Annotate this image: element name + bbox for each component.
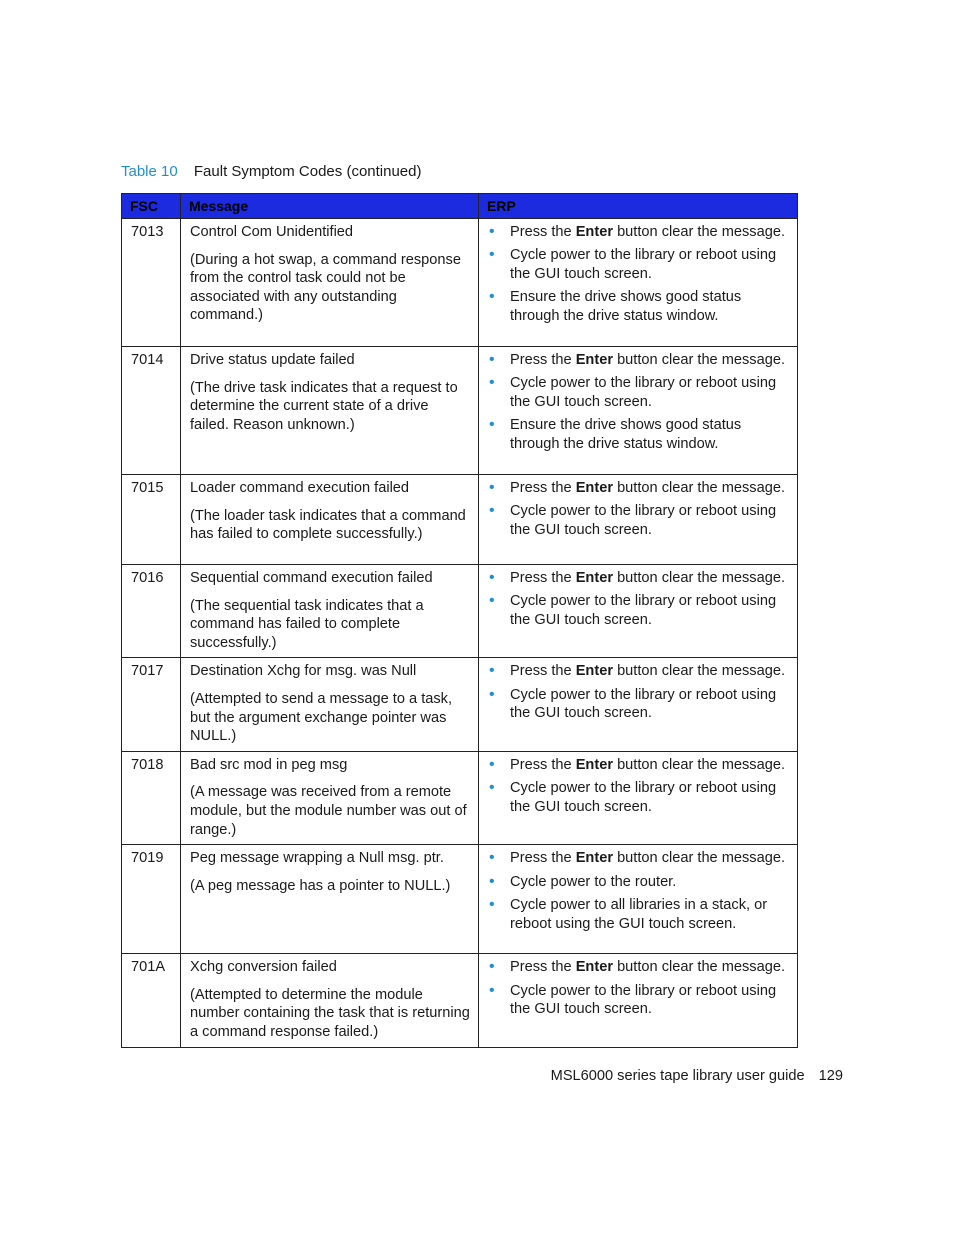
table-row	[122, 347, 798, 475]
erp-text: Cycle power to the library or reboot using the GUI touch screen.	[510, 247, 777, 282]
erp-text: Cycle power to the library or reboot using the GUI touch screen.	[510, 982, 777, 1018]
message-title: Peg message wrapping a Null msg. ptr.	[190, 850, 444, 867]
bullet-icon: •	[489, 288, 495, 306]
bullet-icon: •	[489, 223, 495, 240]
erp-text: Ensure the drive shows good status through the drive status window.	[510, 417, 742, 452]
message-title: Sequential command execution failed	[190, 570, 433, 586]
erp-list	[488, 756, 789, 817]
guide-title: MSL6000 series tape library user guide	[550, 1068, 805, 1084]
erp-step	[488, 958, 789, 977]
erp-step	[488, 873, 789, 892]
table-row	[122, 475, 798, 565]
bullet-icon: •	[489, 662, 495, 680]
bullet-icon: •	[489, 246, 495, 264]
table-row	[122, 565, 798, 658]
message-detail: (The loader task indicates that a command has failed to complete successfully.)	[190, 507, 466, 543]
erp-list	[488, 849, 789, 933]
erp-text: Cycle power to the library or reboot using the GUI touch screen.	[510, 780, 777, 815]
erp-cell	[479, 475, 798, 565]
message-title: Loader command execution failed	[190, 480, 410, 496]
bullet-icon: •	[489, 981, 495, 999]
erp-text: Cycle power to the router.	[510, 873, 677, 890]
bullet-icon: •	[489, 479, 495, 496]
erp-text: button clear the message.	[613, 352, 785, 368]
bullet-icon: •	[489, 351, 495, 368]
header-erp: ERP	[479, 194, 798, 219]
message-detail: (The sequential task indicates that a command has failed to complete successfully.)	[190, 597, 424, 651]
fsc-code: 7016	[122, 565, 181, 658]
message-detail: (The drive task indicates that a request to determine the current state of a drive failed. Reason unknown.)	[190, 379, 458, 433]
bullet-icon: •	[489, 685, 495, 703]
erp-key-name: Enter	[575, 850, 614, 867]
message-detail: (Attempted to determine the module number containing the task that is returning a command response failed.)	[190, 986, 470, 1040]
bullet-icon: •	[489, 569, 495, 586]
table-row	[122, 845, 798, 954]
erp-key-name: Enter	[575, 224, 614, 240]
erp-key-name: Enter	[575, 756, 614, 773]
erp-step	[488, 662, 789, 681]
bullet-icon: •	[489, 416, 495, 434]
bullet-icon: •	[489, 779, 495, 797]
erp-key-name: Enter	[575, 663, 614, 680]
header-message: Message	[181, 194, 479, 219]
bullet-icon: •	[489, 872, 495, 890]
erp-cell	[479, 845, 798, 954]
erp-cell	[479, 658, 798, 751]
erp-step	[488, 416, 789, 453]
erp-text: Press the	[510, 224, 576, 240]
erp-step	[488, 223, 789, 242]
erp-text: Press the	[510, 850, 576, 867]
erp-cell	[479, 954, 798, 1047]
message-cell	[181, 954, 479, 1047]
erp-text: button clear the message.	[613, 850, 785, 867]
erp-text: button clear the message.	[613, 224, 785, 240]
erp-cell	[479, 219, 798, 347]
table-row	[122, 658, 798, 751]
erp-text: Cycle power to the library or reboot using the GUI touch screen.	[510, 593, 777, 628]
erp-text: button clear the message.	[613, 959, 785, 976]
erp-step	[488, 686, 789, 723]
fsc-code: 7014	[122, 347, 181, 475]
erp-text: button clear the message.	[613, 480, 785, 496]
message-detail: (A peg message has a pointer to NULL.)	[190, 877, 451, 894]
table-row	[122, 954, 798, 1047]
erp-text: Cycle power to the library or reboot using the GUI touch screen.	[510, 686, 777, 722]
fault-symptom-table	[121, 193, 798, 1048]
erp-step	[488, 246, 789, 283]
fsc-code: 7017	[122, 658, 181, 751]
erp-step	[488, 288, 789, 325]
erp-key-name: Enter	[575, 352, 614, 368]
table-header-row	[122, 194, 798, 219]
erp-list	[488, 351, 789, 454]
erp-text: Press the	[510, 352, 576, 368]
erp-key-name: Enter	[575, 480, 614, 496]
erp-text: Press the	[510, 756, 576, 773]
erp-text: Press the	[510, 480, 576, 496]
message-title: Drive status update failed	[190, 352, 355, 368]
message-title: Bad src mod in peg msg	[190, 756, 348, 773]
erp-step	[488, 779, 789, 816]
message-cell	[181, 751, 479, 844]
erp-list	[488, 569, 789, 630]
erp-text: Cycle power to all libraries in a stack, or reboot using the GUI touch screen.	[510, 896, 768, 932]
bullet-icon: •	[489, 374, 495, 392]
bullet-icon: •	[489, 849, 495, 867]
erp-key-name: Enter	[575, 570, 614, 586]
message-cell	[181, 347, 479, 475]
erp-text: Press the	[510, 959, 576, 976]
erp-key-name: Enter	[575, 959, 614, 976]
erp-step	[488, 849, 789, 868]
erp-text: Press the	[510, 570, 576, 586]
erp-step	[488, 592, 789, 629]
table-caption	[121, 162, 422, 182]
fsc-code: 7018	[122, 751, 181, 844]
message-cell	[181, 219, 479, 347]
erp-step	[488, 982, 789, 1019]
erp-text: button clear the message.	[613, 570, 785, 586]
erp-step	[488, 479, 789, 498]
page-number: 129	[818, 1068, 843, 1084]
table-row	[122, 219, 798, 347]
fsc-code: 7015	[122, 475, 181, 565]
erp-text: Press the	[510, 663, 576, 680]
message-cell	[181, 845, 479, 954]
message-detail: (During a hot swap, a command response from the control task could not be associated with any outstanding command.)	[190, 251, 461, 324]
erp-cell	[479, 565, 798, 658]
erp-text: Cycle power to the library or reboot using the GUI touch screen.	[510, 375, 777, 410]
header-fsc: FSC	[122, 194, 181, 219]
bullet-icon: •	[489, 895, 495, 913]
erp-list	[488, 662, 789, 723]
erp-step	[488, 351, 789, 370]
erp-step	[488, 502, 789, 539]
erp-text: button clear the message.	[613, 663, 785, 680]
erp-text: button clear the message.	[613, 756, 785, 773]
fsc-code: 7013	[122, 219, 181, 347]
erp-cell	[479, 347, 798, 475]
message-cell	[181, 565, 479, 658]
erp-step	[488, 374, 789, 411]
message-detail: (A message was received from a remote module, but the module number was out of range.)	[190, 784, 467, 838]
message-title: Xchg conversion failed	[190, 959, 337, 976]
bullet-icon: •	[489, 592, 495, 610]
fsc-code: 7019	[122, 845, 181, 954]
page-footer	[551, 1066, 843, 1086]
table-row	[122, 751, 798, 844]
bullet-icon: •	[489, 755, 495, 773]
bullet-icon: •	[489, 958, 495, 976]
erp-step	[488, 896, 789, 933]
erp-list	[488, 479, 789, 540]
bullet-icon: •	[489, 502, 495, 520]
erp-text: Cycle power to the library or reboot using the GUI touch screen.	[510, 503, 777, 538]
erp-step	[488, 756, 789, 775]
erp-list	[488, 223, 789, 326]
table-number: Table 10	[121, 163, 178, 180]
message-title: Control Com Unidentified	[190, 224, 354, 240]
table-title: Fault Symptom Codes (continued)	[193, 163, 422, 180]
message-detail: (Attempted to send a message to a task, but the argument exchange pointer was NULL.)	[190, 690, 453, 745]
message-cell	[181, 475, 479, 565]
erp-step	[488, 569, 789, 588]
message-title: Destination Xchg for msg. was Null	[190, 663, 417, 680]
erp-cell	[479, 751, 798, 844]
erp-list	[488, 958, 789, 1019]
message-cell	[181, 658, 479, 751]
erp-text: Ensure the drive shows good status through the drive status window.	[510, 289, 742, 324]
fsc-code: 701A	[122, 954, 181, 1047]
